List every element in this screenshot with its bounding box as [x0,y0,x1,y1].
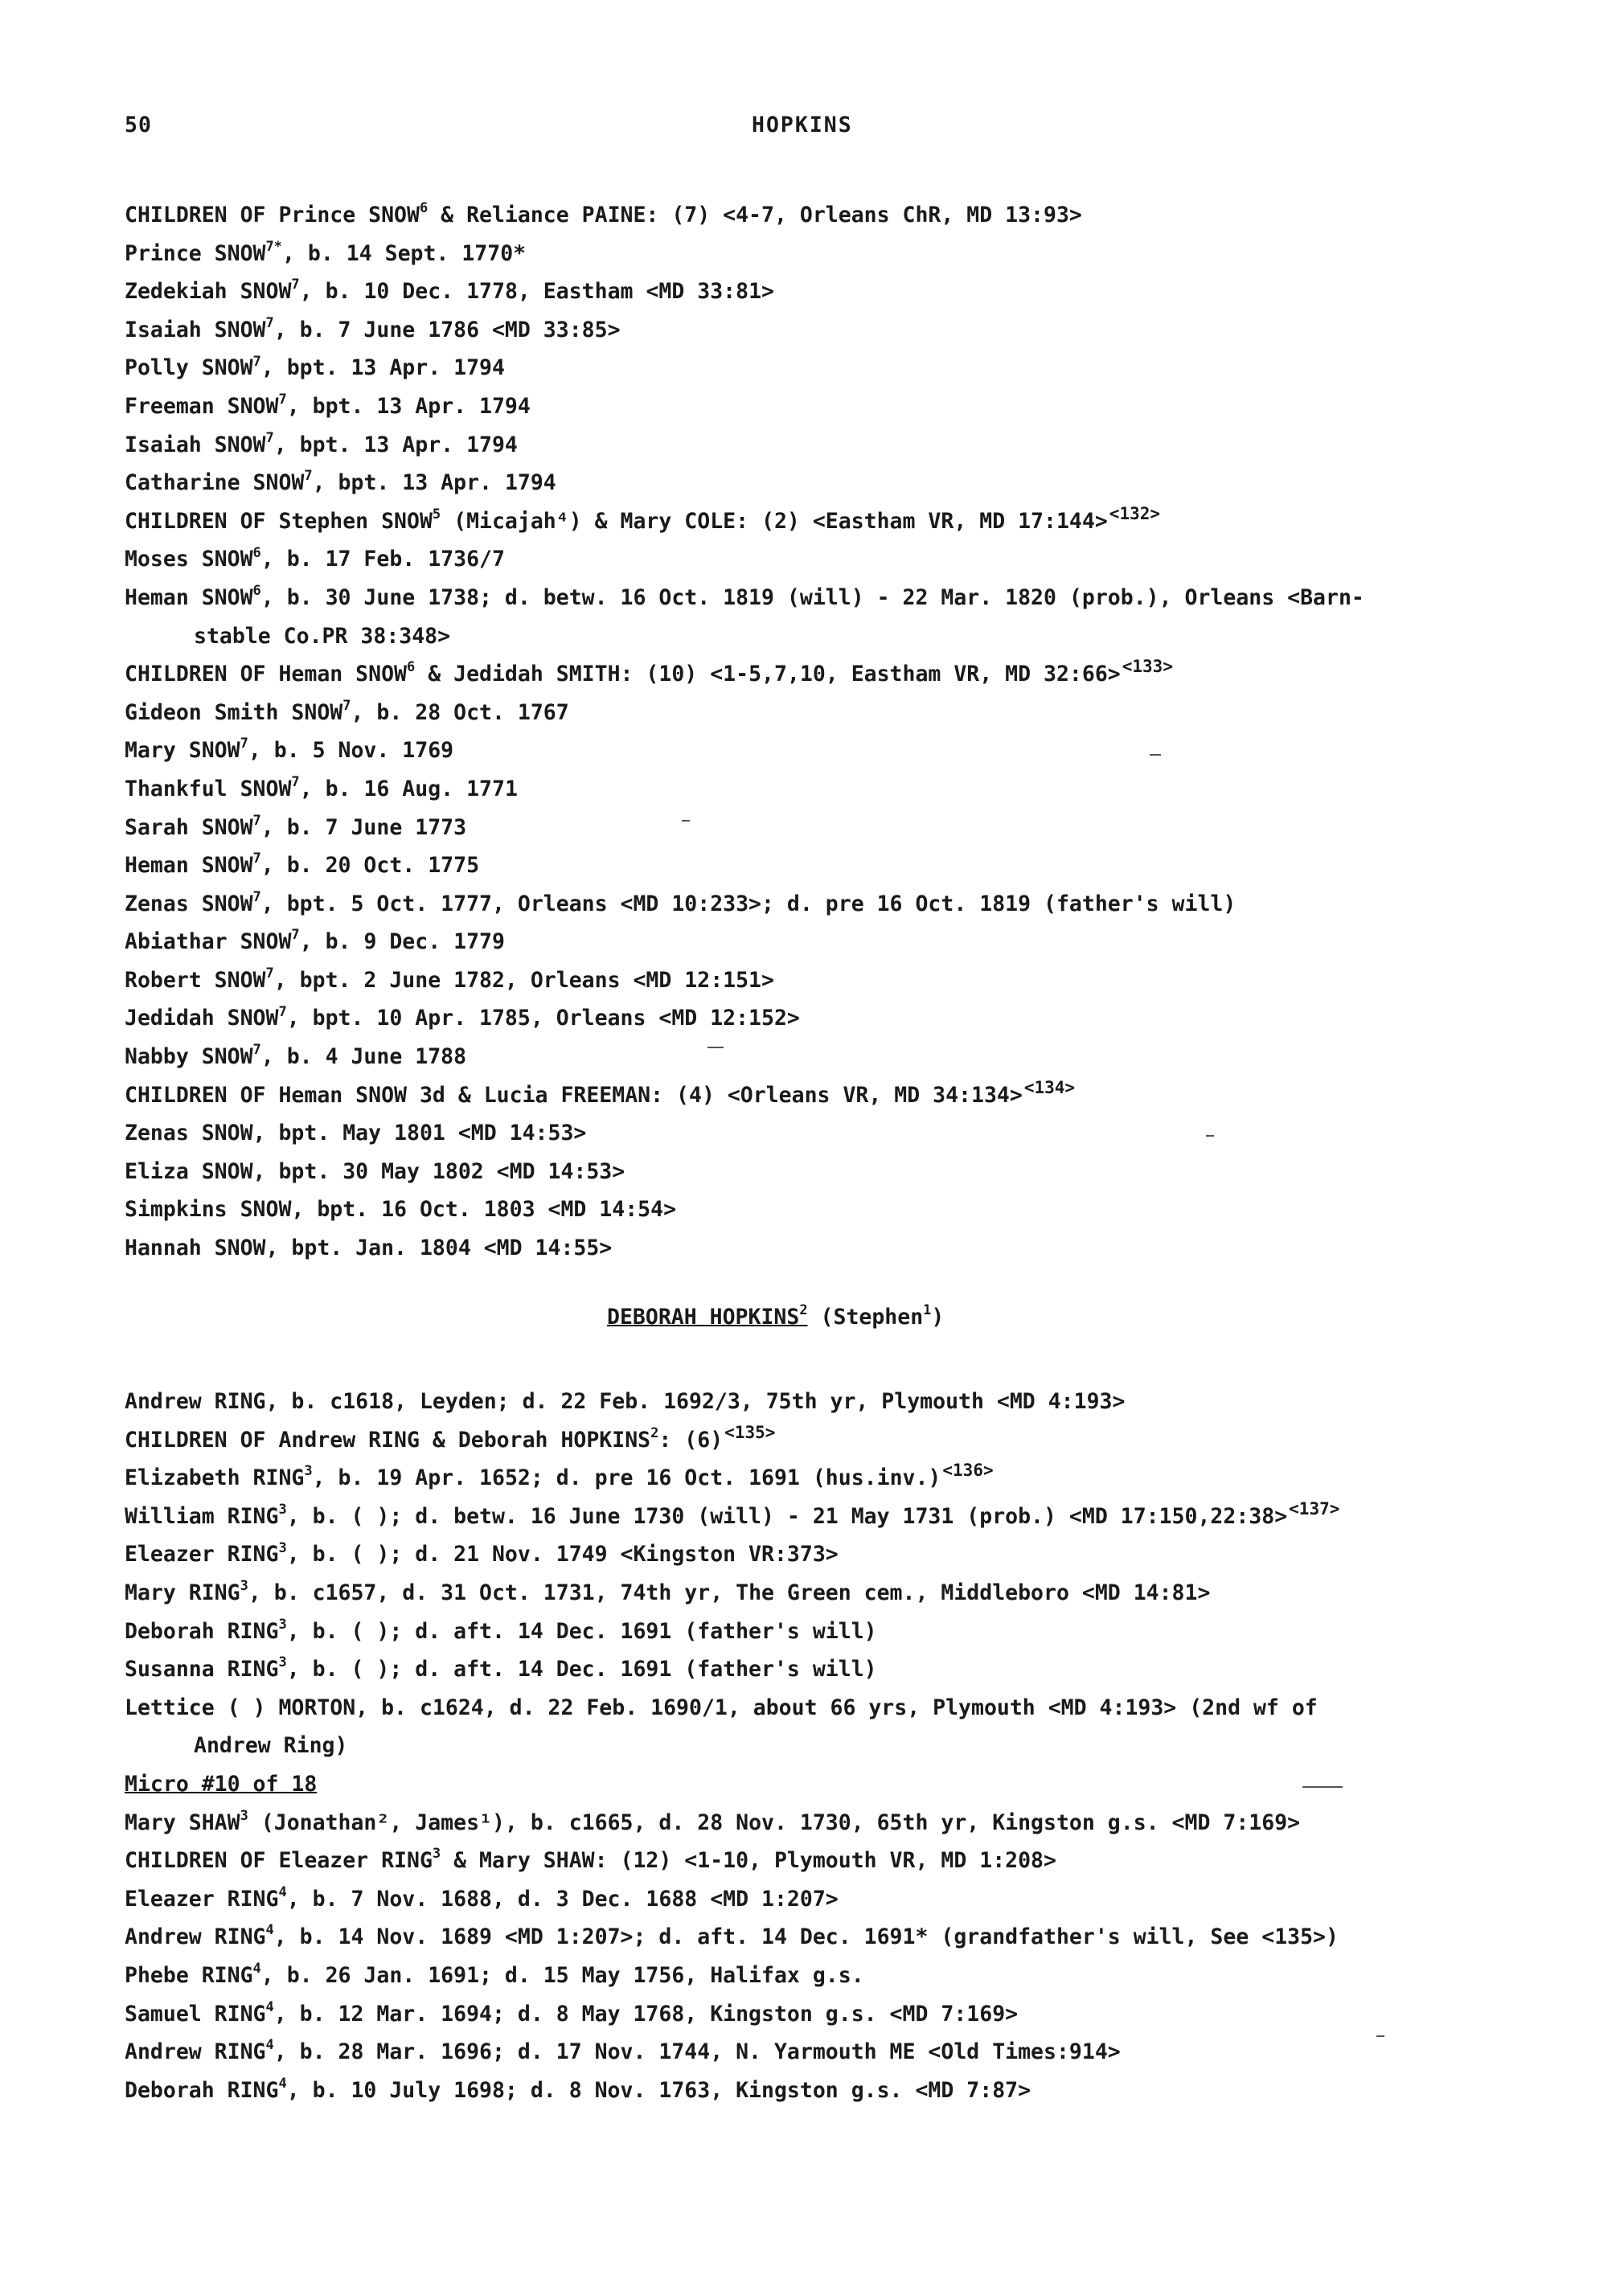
scan-mark [1206,1135,1214,1137]
entry-text: , bpt. 2 June 1782, Orleans <MD 12:151> [273,967,774,993]
entry-text: Elizabeth RING [125,1465,305,1491]
entry-text: (Jonathan², James¹), b. c1665, d. 28 Nov. 1730, 65th yr, Kingston g.s. <MD 7:169> [248,1809,1301,1835]
generation-number: 7 [252,888,261,905]
scan-mark [1376,2035,1384,2037]
footnote-reference: <137> [1289,1498,1340,1518]
entry-text: Zenas SNOW, bpt. May 1801 <MD 14:53> [125,1121,587,1146]
entry-text: Mary SHAW [125,1809,240,1835]
generation-number: 4 [265,1998,274,2015]
entry-text: CHILDREN OF Eleazer RING [125,1848,433,1874]
genealogy-entry [125,1995,1524,2034]
scan-mark [682,820,690,822]
children-heading [125,196,1524,235]
genealogy-entry [125,273,1524,311]
entry-text: William RING [125,1503,279,1529]
entry-text: , b. 17 Feb. 1736/7 [260,547,505,572]
entry-text: , bpt. 5 Oct. 1777, Orleans <MD 10:233>; d. pre 16 Oct. 1819 (father's will) [260,891,1236,916]
generation-number: 7 [265,314,274,331]
genealogy-entry [125,1383,1524,1421]
entry-text: & Reliance PAINE: (7) <4-7, Orleans ChR, MD 13:93> [428,203,1082,227]
generation-number: 3 [240,1807,248,1824]
genealogy-entry [125,1038,1524,1076]
section-heading: DEBORAH HOPKINS$^2$ (Stephen$^1$) [607,1302,945,1330]
generation-number: 3 [278,1616,287,1633]
genealogy-entry [125,235,1524,273]
entry-text: , bpt. 13 Apr. 1794 [273,432,518,457]
genealogy-entry [125,1804,1524,1842]
generation-number: 7 [304,468,313,485]
ring-family-entries [125,1383,1524,2109]
generation-number: 7 [291,277,300,293]
genealogy-entry [125,2033,1524,2072]
genealogy-entry [125,540,1524,579]
entry-text: , b. 16 Aug. 1771 [299,776,518,801]
entry-text: Freeman SNOW [125,393,279,419]
entry-text: Isaiah SNOW [125,317,266,342]
entry-text: CHILDREN OF Stephen SNOW [125,508,433,534]
generation-number: 3 [278,1501,287,1518]
entry-text: , b. 14 Nov. 1689 <MD 1:207>; d. aft. 14 Dec. 1691* (grandfather's will, See <135>) [273,1924,1339,1950]
generation-number: 3 [304,1463,313,1480]
entry-text: CHILDREN OF Heman SNOW 3d & Lucia FREEMAN: (4) <Orleans VR, MD 34:134> [125,1082,1023,1108]
entry-text: Deborah RING [125,1618,279,1644]
entry-text: , b. 7 June 1773 [260,814,467,840]
entry-text: Gideon Smith SNOW [125,699,343,725]
entry-text: , b. 14 Sept. 1770* [281,240,527,266]
generation-number: 7 [278,391,287,408]
genealogy-entry [125,426,1524,465]
generation-number: 7 [265,965,274,982]
entry-text: Jedidah SNOW [125,1006,279,1031]
entry-text: Lettice ( ) MORTON, b. c1624, d. 22 Feb. 1690/1, about 66 yrs, Plymouth <MD 4:193> (2nd wf of [125,1695,1318,1720]
entry-text: CHILDREN OF Andrew RING & Deborah HOPKINS [125,1427,651,1453]
generation-number: 7 [291,927,300,944]
genealogy-entry [125,1880,1524,1919]
footnote-reference: <135> [724,1422,776,1442]
entry-text: , bpt. 10 Apr. 1785, Orleans <MD 12:152> [286,1006,800,1031]
genealogy-entry [125,961,1524,1000]
entry-text: Sarah SNOW [125,814,253,840]
entry-text: , b. 28 Mar. 1696; d. 17 Nov. 1744, N. Yarmouth ME <Old Times:914> [273,2039,1121,2065]
genealogy-entry [125,999,1524,1038]
entry-text: , b. 19 Apr. 1652; d. pre 16 Oct. 1691 (hus.inv.) [312,1465,941,1491]
generation-number: 3 [278,1539,287,1556]
entry-text: , b. 10 July 1698; d. 8 Nov. 1763, Kingston g.s. <MD 7:87> [286,2077,1031,2103]
genealogy-entry [125,1498,1524,1536]
generation-number: 7 [342,697,351,714]
entry-text: , bpt. 13 Apr. 1794 [260,355,505,381]
generation-number: 7 [252,1042,261,1059]
generation-number: 7 [252,812,261,829]
entry-text: Polly SNOW [125,355,253,381]
entry-text: CHILDREN OF Prince SNOW [125,203,420,227]
genealogy-entry [125,387,1524,426]
entry-text: , b. ( ); d. 21 Nov. 1749 <Kingston VR:373> [286,1542,839,1568]
genealogy-entry [125,770,1524,809]
generation-number: 6 [252,544,261,561]
genealogy-entry [125,1689,1524,1727]
entry-text: Andrew RING [125,1924,266,1950]
generation-number: 7 [252,850,261,867]
genealogy-entry [125,311,1524,350]
entry-text: , b. 7 Nov. 1688, d. 3 Dec. 1688 <MD 1:207> [286,1886,839,1912]
genealogy-entry [125,1229,1524,1268]
entry-text: (Micajah⁴) & Mary COLE: (2) <Eastham VR, MD 17:144> [441,508,1108,534]
entry-text: , bpt. 13 Apr. 1794 [312,470,556,496]
entry-text: Micro #10 of 18 [125,1771,318,1797]
genealogy-entry [125,1114,1524,1153]
entry-text: Moses SNOW [125,547,253,572]
entry-text: Andrew RING, b. c1618, Leyden; d. 22 Feb. 1692/3, 75th yr, Plymouth <MD 4:193> [125,1389,1126,1414]
entry-text: , b. c1657, d. 31 Oct. 1731, 74th yr, The Green cem., Middleboro <MD 14:81> [248,1580,1211,1605]
entry-text: , b. 10 Dec. 1778, Eastham <MD 33:81> [299,279,774,305]
running-head: HOPKINS [752,113,853,137]
generation-number: 6 [419,200,429,217]
entry-text: & Jedidah SMITH: (10) <1-5,7,10, Eastham VR, MD 32:66> [415,662,1121,687]
genealogy-entry [125,846,1524,885]
generation-number: 4 [278,1883,287,1900]
genealogy-entry [125,1650,1524,1689]
children-heading [125,655,1524,694]
generation-number: 7* [265,238,282,255]
entry-text: , b. ( ); d. aft. 14 Dec. 1691 (father's will) [286,1657,877,1682]
entry-text: Zenas SNOW [125,891,253,916]
entry-text: Phebe RING [125,1962,253,1988]
entry-text: , b. 20 Oct. 1775 [260,853,480,879]
generation-number: 7 [291,774,300,791]
genealogy-entry [125,923,1524,961]
generation-number: 7 [240,736,248,752]
entry-text: Eleazer RING [125,1886,279,1912]
footnote-reference: <136> [942,1461,994,1481]
children-heading [125,1421,1524,1460]
genealogy-entry [125,349,1524,387]
footnote-reference: <133> [1122,657,1173,677]
genealogy-entry [125,885,1524,924]
entry-text: Isaiah SNOW [125,432,266,457]
entry-text: Robert SNOW [125,967,266,993]
entry-text: , b. ( ); d. betw. 16 June 1730 (will) - 21 May 1731 (prob.) <MD 17:150,22:38> [286,1503,1288,1529]
scan-mark [707,1047,724,1048]
entry-text: Heman SNOW [125,584,253,610]
entry-text: CHILDREN OF Heman SNOW [125,662,407,687]
entry-text: Zedekiah SNOW [125,279,292,305]
genealogy-entry [125,694,1524,732]
entry-text: , b. ( ); d. aft. 14 Dec. 1691 (father's will) [286,1618,877,1644]
genealogy-entry [125,2072,1524,2110]
entry-text: Susanna RING [125,1657,279,1682]
generation-number: 4 [252,1961,261,1977]
generation-number: 7 [252,353,261,370]
footnote-reference: <134> [1023,1077,1076,1097]
children-heading [125,502,1524,541]
children-heading [125,1076,1524,1115]
entry-text: & Mary SHAW: (12) <1-10, Plymouth VR, MD 1:208> [441,1848,1056,1874]
page-number: 50 [125,113,152,137]
entry-text: Catharine SNOW [125,470,305,496]
entry-text: Mary SNOW [125,738,240,764]
entry-text: Eliza SNOW, bpt. 30 May 1802 <MD 14:53> [125,1158,625,1184]
generation-number: 7 [278,1003,287,1020]
entry-text: Andrew Ring) [194,1733,348,1759]
entry-text: Heman SNOW [125,853,253,879]
generation-number: 3 [432,1846,441,1863]
scan-mark [1302,1786,1343,1788]
entry-text: , b. 12 Mar. 1694; d. 8 May 1768, Kingston g.s. <MD 7:169> [273,2001,1019,2027]
footnote-reference: <132> [1109,503,1161,523]
genealogy-entry [125,732,1524,770]
generation-number: 5 [432,506,441,523]
generation-number: 6 [252,583,261,600]
generation-number: 2 [650,1424,659,1441]
entry-text: , b. 5 Nov. 1769 [248,738,454,764]
children-heading [125,1842,1524,1880]
genealogy-entry [125,1459,1524,1498]
microfilm-marker [125,1765,1524,1804]
entry-text: , bpt. 13 Apr. 1794 [286,393,531,419]
entry-text: stable Co.PR 38:348> [194,623,451,649]
snow-family-entries [125,196,1524,1268]
generation-number: 6 [407,659,416,676]
entry-text: Deborah RING [125,2077,279,2103]
generation-number: 4 [278,2075,287,2092]
entry-text: Mary RING [125,1580,240,1605]
section-heading-name: DEBORAH HOPKINS$^2$ [607,1302,808,1330]
entry-text: Eleazer RING [125,1542,279,1568]
genealogy-entry [125,1574,1524,1613]
entry-continuation [125,617,1524,656]
genealogy-entry [125,579,1524,617]
entry-text: Hannah SNOW, bpt. Jan. 1804 <MD 14:55> [125,1236,613,1261]
generation-number: 4 [265,2037,274,2054]
genealogy-entry [125,1191,1524,1229]
generation-number: 7 [265,429,274,446]
genealogy-entry [125,1535,1524,1574]
entry-text: : (6) [658,1427,724,1453]
genealogy-entry [125,1613,1524,1651]
entry-text: Abiathar SNOW [125,929,292,955]
generation-number: 3 [240,1578,248,1595]
entry-text: , b. 28 Oct. 1767 [351,699,569,725]
genealogy-entry [125,1153,1524,1191]
entry-text: , b. 4 June 1788 [260,1044,467,1070]
genealogy-entry [125,1918,1524,1957]
scan-mark [1150,754,1161,756]
entry-text: , b. 9 Dec. 1779 [299,929,505,955]
entry-text: , b. 7 June 1786 <MD 33:85> [273,317,621,342]
entry-text: Samuel RING [125,2001,266,2027]
entry-text: , b. 26 Jan. 1691; d. 15 May 1756, Halifax g.s. [260,1962,864,1988]
entry-text: , b. 30 June 1738; d. betw. 16 Oct. 1819 (will) - 22 Mar. 1820 (prob.), Orleans <Barn- [260,584,1364,610]
entry-text: Thankful SNOW [125,776,292,801]
genealogy-entry [125,464,1524,502]
genealogy-entry [125,809,1524,847]
generation-number: 4 [265,1922,274,1939]
entry-text: Simpkins SNOW, bpt. 16 Oct. 1803 <MD 14:54> [125,1197,677,1223]
entry-text: Prince SNOW [125,240,266,266]
entry-text: Nabby SNOW [125,1044,253,1070]
generation-number: 3 [278,1654,287,1671]
entry-continuation [125,1727,1524,1765]
entry-text: Andrew RING [125,2039,266,2065]
genealogy-entry [125,1957,1524,1995]
